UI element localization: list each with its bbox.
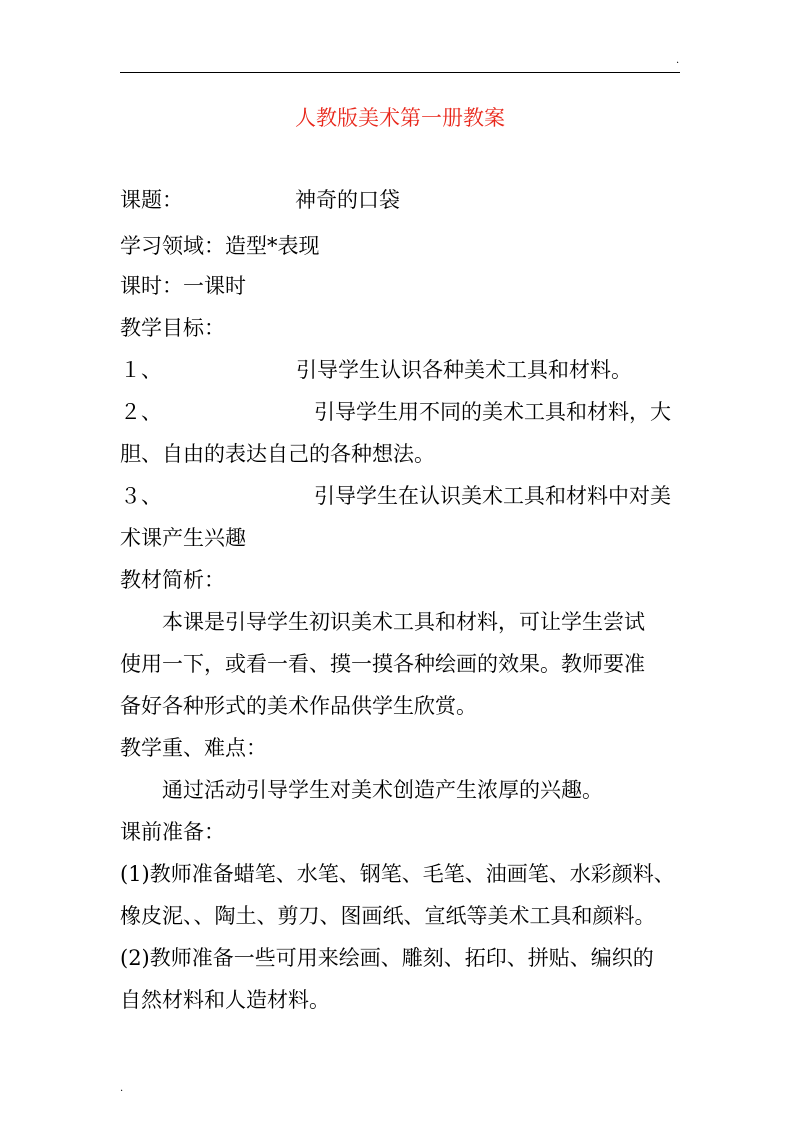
analysis-paragraph-line: 备好各种形式的美术作品供学生欣赏。 [120, 694, 477, 718]
goal-text: 引导学生认识各种美术工具和材料。 [296, 358, 632, 382]
analysis-paragraph-line: 使用一下，或看一看、摸一摸各种绘画的效果。教师要准 [120, 652, 645, 676]
goals-heading: 教学目标： [120, 316, 225, 340]
goal-item-3-continuation: 术课产生兴趣 [120, 526, 246, 550]
header-mark: . [676, 55, 680, 66]
preparation-line: (1)教师准备蜡笔、水笔、钢笔、毛笔、油画笔、水彩颜料、 [120, 862, 675, 886]
preparation-line: (2)教师准备一些可用来绘画、雕刻、拓印、拼贴、编织的 [120, 946, 654, 970]
preparation-line: 自然材料和人造材料。 [120, 988, 330, 1012]
goal-item-3 [120, 481, 671, 511]
goal-number: ３、 [120, 484, 162, 508]
preparation-heading: 课前准备： [120, 820, 225, 844]
topic-line [120, 185, 400, 215]
footer-mark: . [120, 1083, 124, 1094]
goal-number: ２、 [120, 400, 162, 424]
key-points-text: 通过活动引导学生对美术创造产生浓厚的兴趣。 [162, 778, 603, 802]
preparation-line: 橡皮泥、、陶土、剪刀、图画纸、宣纸等美术工具和颜料。 [120, 904, 656, 928]
key-points-heading: 教学重、难点： [120, 736, 267, 760]
goal-item-2 [120, 397, 671, 427]
document-title: 人教版美术第一册教案 [295, 106, 505, 130]
field-line: 学习领域：造型*表现 [120, 234, 320, 258]
goal-item-2-continuation: 胆、自由的表达自己的各种想法。 [120, 442, 435, 466]
header-rule [120, 72, 680, 73]
analysis-paragraph-line: 本课是引导学生初识美术工具和材料，可让学生尝试 [162, 610, 645, 634]
goal-number: １、 [120, 358, 162, 382]
goal-item-1 [120, 355, 632, 385]
hours-line: 课时：一课时 [120, 274, 246, 298]
analysis-heading: 教材简析： [120, 568, 225, 592]
topic-label: 课题： [120, 188, 183, 212]
goal-text: 引导学生在认识美术工具和材料中对美 [314, 484, 671, 508]
goal-text: 引导学生用不同的美术工具和材料，大 [314, 400, 671, 424]
topic-value: 神奇的口袋 [295, 188, 400, 212]
